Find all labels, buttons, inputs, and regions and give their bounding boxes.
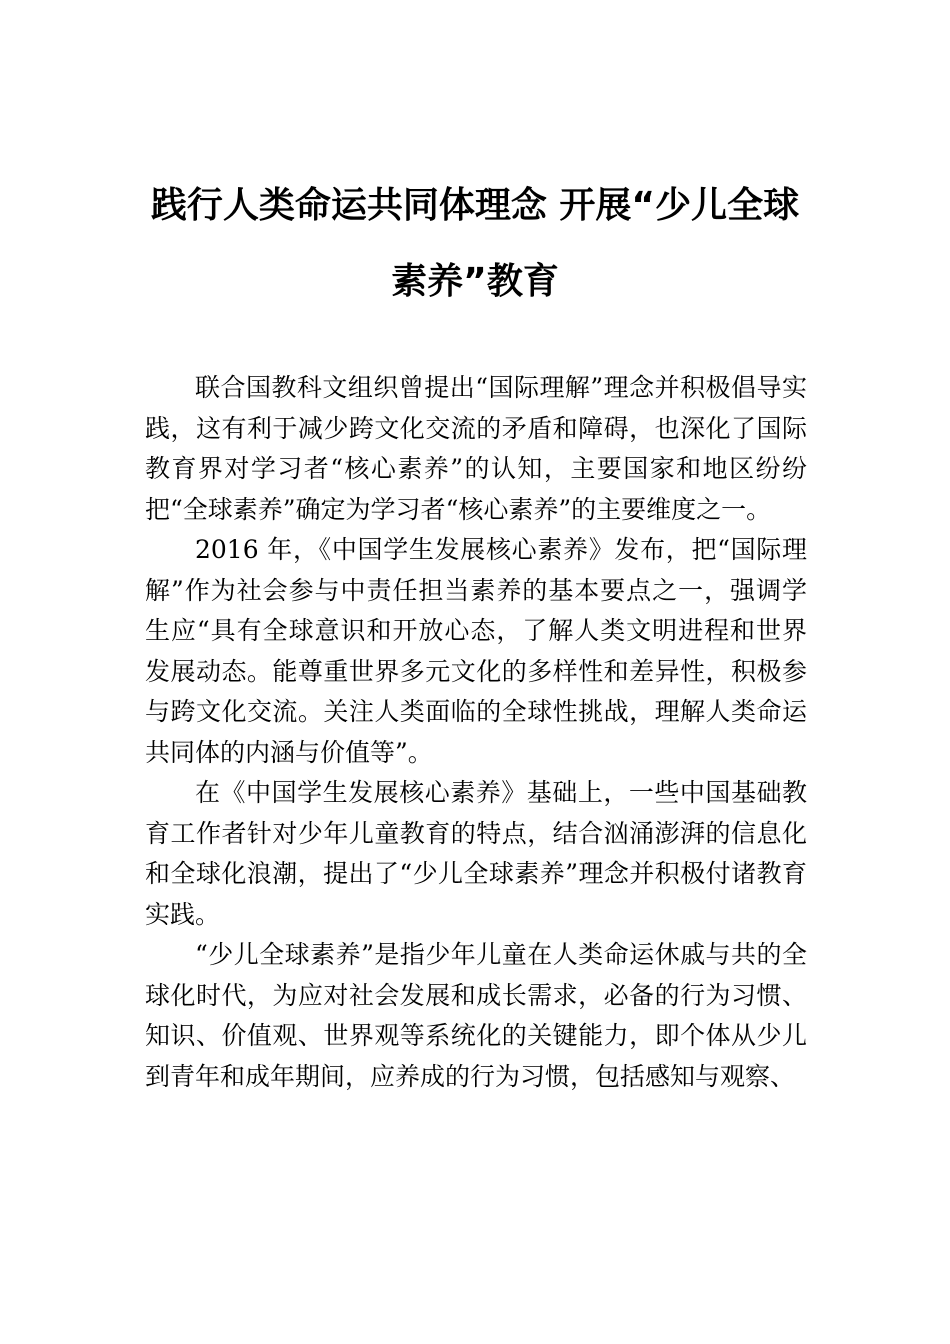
paragraph-4: “少儿全球素养”是指少年儿童在人类命运休戚与共的全球化时代，为应对社会发展和成长需求，必备的行为习惯、知识、价值观、世界观等系统化的关键能力，即个体从少儿到青年和成年期间，应养成的行为习惯，包括感知与观察、 (145, 940, 807, 1091)
paragraph-2: 2016 年，《中国学生发展核心素养》发布，把“国际理解”作为社会参与中责任担当素养的基本要点之一，强调学生应“具有全球意识和开放心态，了解人类文明进程和世界发展动态。能尊重世界多元文化的多样性和差异性，积极参与跨文化交流。关注人类面临的全球性挑战，理解人类命运共同体的内涵与价值等”。 (145, 535, 807, 767)
title-line-2: 素养”教育 (391, 261, 559, 302)
paragraph-1: 联合国教科文组织曾提出“国际理解”理念并积极倡导实践，这有利于减少跨文化交流的矛盾和障碍，也深化了国际教育界对学习者“核心素养”的认知，主要国家和地区纷纷把“全球素养”确定为学习者“核心素养”的主要维度之一。 (145, 373, 807, 524)
document-title (135, 168, 815, 320)
document-body (145, 368, 807, 1097)
title-line-1: 践行人类命运共同体理念 开展“少儿全球 (150, 185, 800, 226)
paragraph-3: 在《中国学生发展核心素养》基础上，一些中国基础教育工作者针对少年儿童教育的特点，结合汹涌澎湃的信息化和全球化浪潮，提出了“少儿全球素养”理念并积极付诸教育实践。 (145, 778, 807, 929)
